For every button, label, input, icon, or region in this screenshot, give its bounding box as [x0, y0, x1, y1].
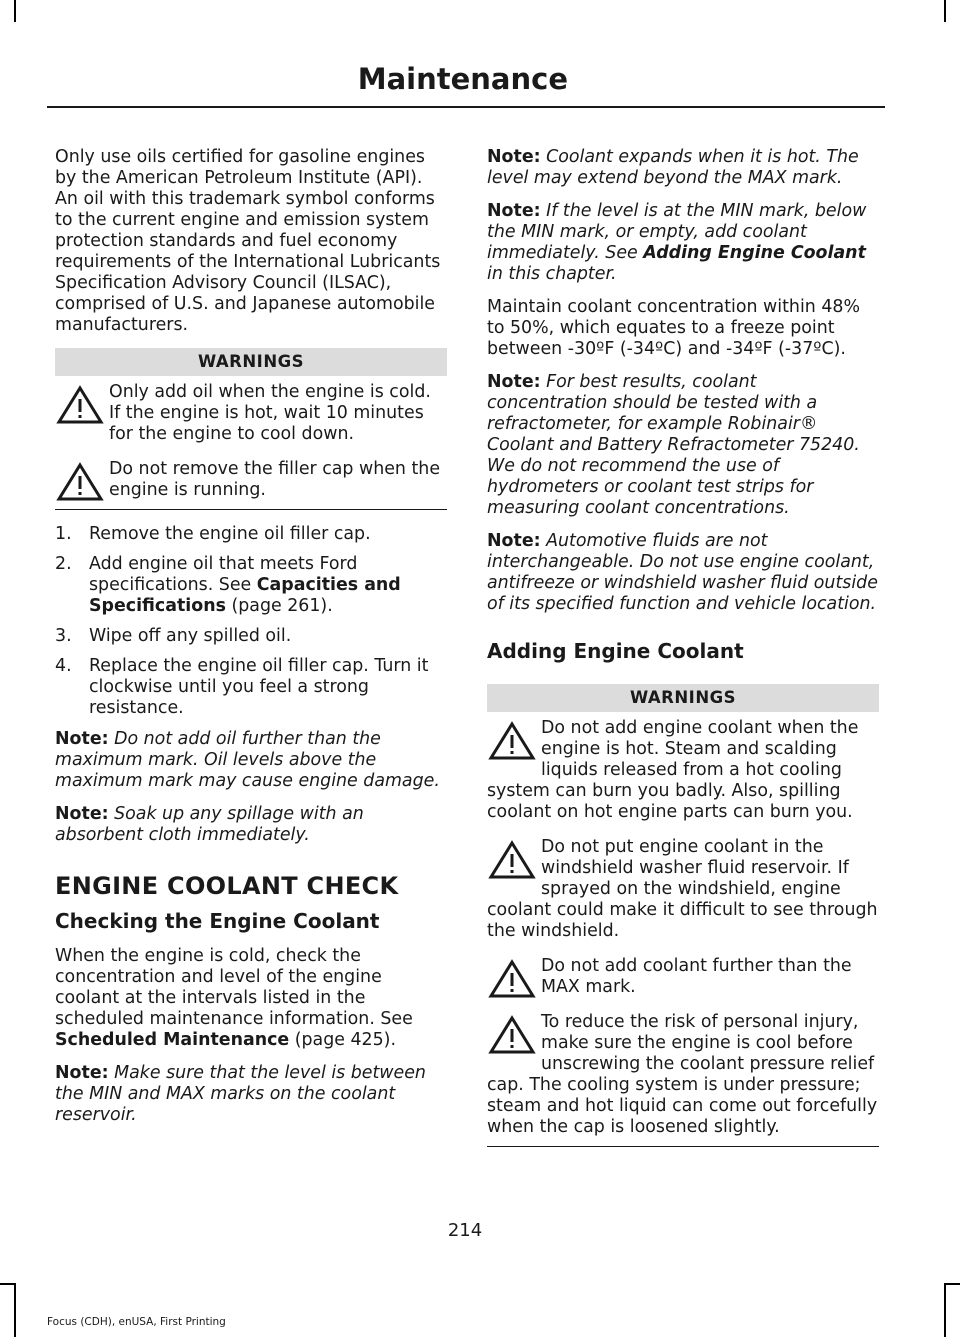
print-footer: Focus (CDH), enUSA, First Printing	[47, 1316, 226, 1328]
warning-triangle-icon	[487, 958, 537, 1000]
note-text: Make sure that the level is between the MIN and MAX marks on the coolant reservoir.	[55, 1063, 426, 1125]
warning-triangle-icon	[55, 461, 105, 503]
warning-item	[487, 1012, 879, 1138]
warning-text: Only add oil when the engine is cold. If the engine is hot, wait 10 minutes for the engine to cool down.	[109, 382, 431, 444]
crop-mark-bottom-left-h	[0, 1283, 16, 1285]
section-title: ENGINE COOLANT CHECK	[55, 872, 399, 900]
coolant-concentration-paragraph: Maintain coolant concentration within 48% to 50%, which equates to a freeze point between -30ºF (-34ºC) and -34ºF (-37ºC).	[487, 297, 860, 359]
step-number: 3.	[55, 626, 72, 646]
page-number: 214	[447, 1220, 483, 1241]
header-rule	[47, 106, 885, 108]
crop-mark-bottom-right-v	[944, 1283, 946, 1337]
note-text: Soak up any spillage with an absorbent cloth immediately.	[55, 804, 364, 845]
warning-text: To reduce the risk of personal injury, make sure the engine is cool before unscrewing the coolant pressure relief cap. The cooling system is under pressure; steam and hot liquid can come out forcefully when the cap is loosened slightly.	[487, 1012, 878, 1137]
note-text: Do not add oil further than the maximum mark. Oil levels above the maximum mark may cause engine damage.	[55, 729, 440, 791]
step-text: Remove the engine oil filler cap.	[89, 524, 371, 544]
cross-reference-link[interactable]: Adding Engine Coolant	[643, 243, 866, 263]
note-text: For best results, coolant concentration should be tested with a refractometer, for example Robinair® Coolant and Battery Refractometer 75240. We do not recommend the use of hydrometers or coolant test strips for measuring coolant concentrations.	[487, 372, 860, 518]
crop-mark-bottom-right-h	[944, 1283, 960, 1285]
cross-reference-link[interactable]: Capacities and Specifications	[89, 575, 401, 616]
subsection-title: Checking the Engine Coolant	[55, 909, 380, 933]
step-text: Add engine oil that meets Ford specifications. See	[89, 554, 358, 595]
list-item	[55, 554, 447, 617]
right-column	[487, 147, 879, 1161]
subsection-title: Adding Engine Coolant	[487, 639, 744, 663]
warning-text: Do not put engine coolant in the windshield washer fluid reservoir. If sprayed on the windshield, engine coolant could make it difficult to see through the windshield.	[487, 837, 878, 941]
paragraph-text-tail: (page 425).	[289, 1030, 396, 1050]
warning-item	[55, 382, 447, 445]
warning-triangle-icon	[487, 1014, 537, 1056]
note-label: Note:	[55, 729, 109, 749]
warning-item	[487, 718, 879, 823]
list-item	[55, 626, 447, 647]
coolant-warnings-box	[487, 684, 879, 1147]
note-text: Automotive fluids are not interchangeable. Do not use engine coolant, antifreeze or windshield washer fluid outside of its specified function and vehicle location.	[487, 531, 878, 614]
note	[487, 531, 879, 615]
warning-item	[55, 459, 447, 501]
note	[55, 729, 447, 792]
note	[487, 201, 879, 285]
warning-triangle-icon	[487, 839, 537, 881]
step-number: 2.	[55, 554, 72, 574]
note	[487, 372, 879, 519]
warning-text: Do not add coolant further than the MAX mark.	[541, 956, 852, 997]
note-label: Note:	[487, 147, 541, 167]
note-label: Note:	[487, 201, 541, 221]
step-text: Replace the engine oil filler cap. Turn it clockwise until you feel a strong resistance.	[89, 656, 429, 718]
warning-text: Do not add engine coolant when the engine is hot. Steam and scalding liquids released from a hot cooling system can burn you badly. Also, spilling coolant on hot engine parts can burn you.	[487, 718, 859, 822]
step-text-tail: (page 261).	[225, 596, 333, 616]
oil-warnings-box	[55, 348, 447, 510]
left-column	[55, 147, 447, 1138]
note-text-tail: in this chapter.	[487, 264, 617, 284]
note-label: Note:	[487, 372, 541, 392]
note	[55, 1063, 447, 1126]
step-number: 1.	[55, 524, 72, 544]
page-header-title: Maintenance	[357, 62, 568, 96]
cross-reference-link[interactable]: Scheduled Maintenance	[55, 1030, 290, 1050]
step-text: Wipe off any spilled oil.	[89, 626, 292, 646]
warning-triangle-icon	[487, 720, 537, 762]
note-label: Note:	[55, 1063, 109, 1083]
warnings-heading: WARNINGS	[487, 684, 879, 712]
note-label: Note:	[487, 531, 541, 551]
note-text: Coolant expands when it is hot. The level may extend beyond the MAX mark.	[487, 147, 859, 188]
paragraph-text: When the engine is cold, check the concentration and level of the engine coolant at the intervals listed in the scheduled maintenance information. See	[55, 946, 413, 1029]
oil-certification-paragraph: Only use oils certified for gasoline engines by the American Petroleum Institute (API). An oil with this trademark symbol conforms to the current engine and emission system protection standards and fuel economy requirements of the International Lubricants Specification Advisory Council (ILSAC), comprised of U.S. and Japanese automobile manufacturers.	[55, 147, 441, 335]
crop-mark-bottom-left-v	[14, 1283, 16, 1337]
warning-item	[487, 837, 879, 942]
crop-mark-top-left-v	[14, 0, 16, 22]
list-item	[55, 656, 447, 719]
warning-item	[487, 956, 879, 998]
warnings-heading: WARNINGS	[55, 348, 447, 376]
crop-mark-top-right-v	[944, 0, 946, 22]
note-label: Note:	[55, 804, 109, 824]
note	[487, 147, 879, 189]
note	[55, 804, 447, 846]
list-item	[55, 524, 447, 545]
check-coolant-paragraph	[55, 946, 447, 1051]
warning-text: Do not remove the filler cap when the engine is running.	[109, 459, 441, 500]
note-text: If the level is at the MIN mark, below the MIN mark, or empty, add coolant immediately. See	[487, 201, 867, 263]
oil-fill-steps	[55, 524, 447, 719]
warning-triangle-icon	[55, 384, 105, 426]
step-number: 4.	[55, 656, 72, 676]
